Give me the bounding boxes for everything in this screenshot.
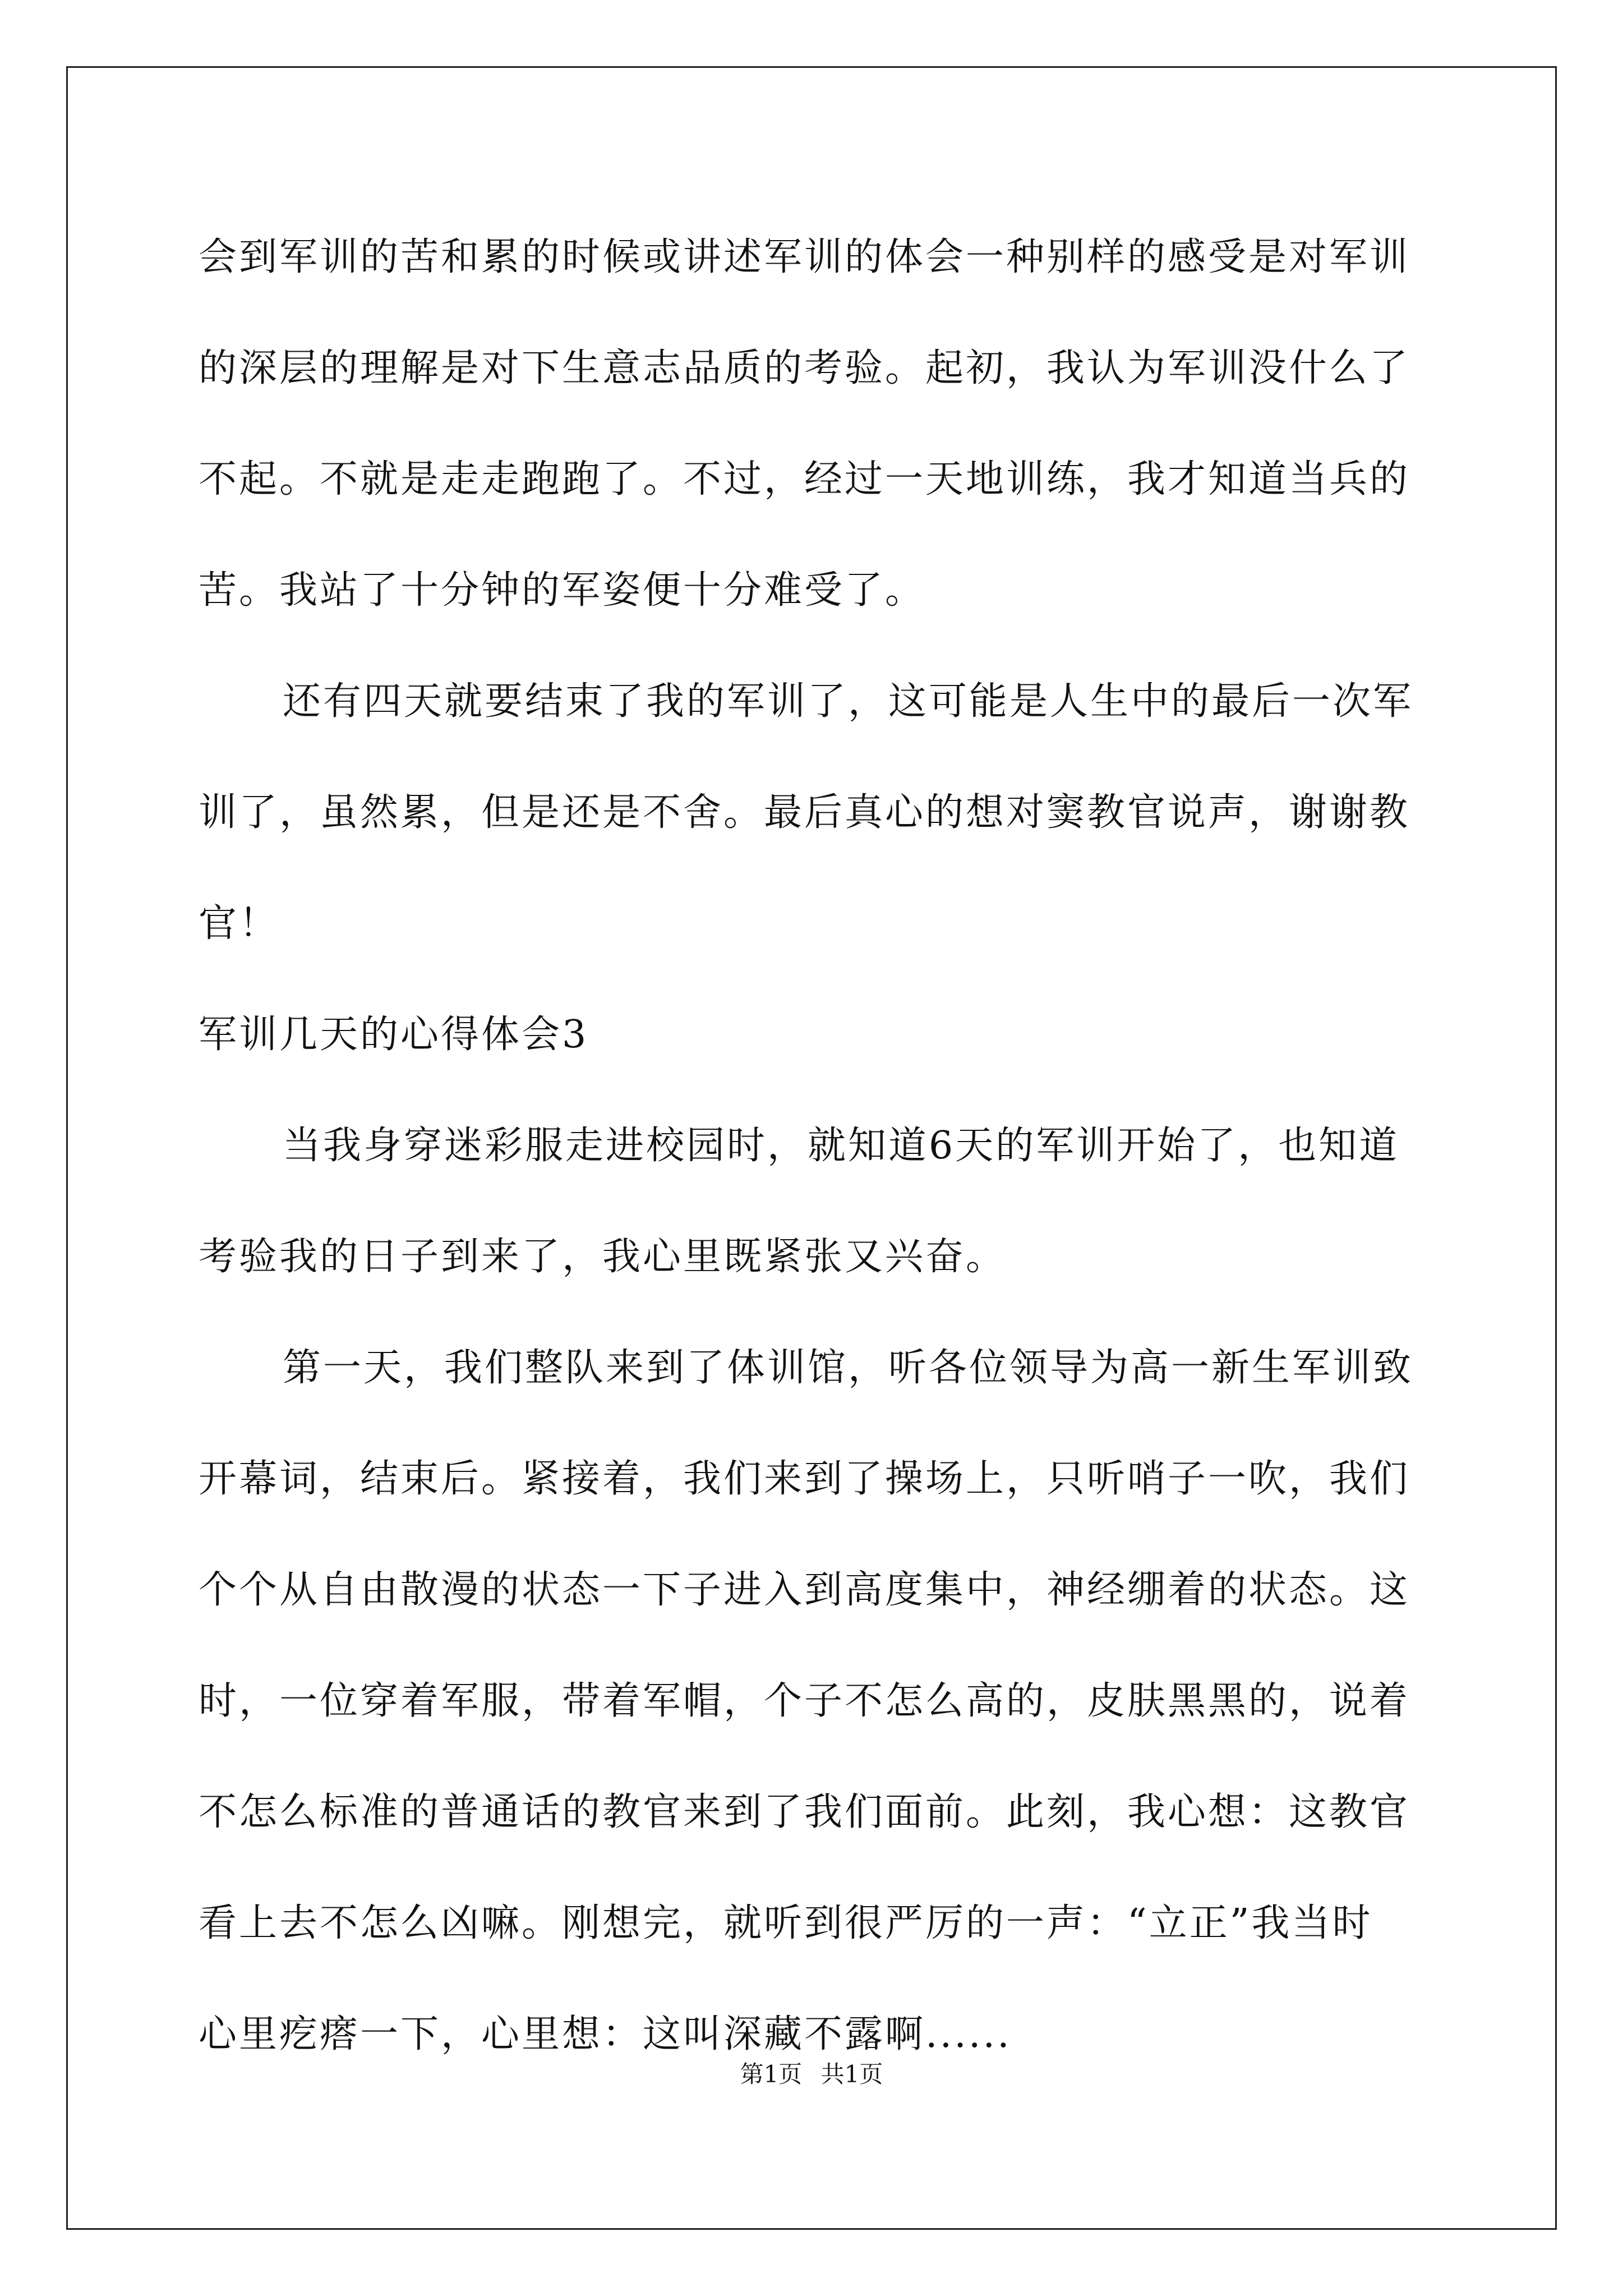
page-footer — [0, 2056, 1623, 2090]
text-line: 考验我的日子到来了，我心里既紧张又兴奋。 — [199, 1235, 1007, 1279]
text-line: 不怎么标准的普通话的教官来到了我们面前。此刻，我心想：这教官 — [199, 1790, 1410, 1834]
text-line: 当我身穿迷彩服走进校园时，就知道6天的军训开始了，也知道 — [283, 1124, 1400, 1168]
text-line: 第一天，我们整队来到了体训馆，听各位领导为高一新生军训致 — [283, 1346, 1414, 1390]
text-line: 还有四天就要结束了我的军训了，这可能是人生中的最后一次军 — [283, 679, 1414, 724]
text-line: 官！ — [199, 901, 280, 946]
text-line: 心里疙瘩一下，心里想：这叫深藏不露啊...... — [199, 2012, 1012, 2056]
text-line: 开幕词，结束后。紧接着，我们来到了操场上，只听哨子一吹，我们 — [199, 1457, 1410, 1501]
text-line: 会到军训的苦和累的时候或讲述军训的体会一种别样的感受是对军训 — [199, 235, 1410, 279]
text-line: 训了，虽然累，但是还是不舍。最后真心的想对窦教官说声，谢谢教 — [199, 790, 1410, 835]
document-body — [199, 202, 1438, 2090]
text-line: 时，一位穿着军服，带着军帽，个子不怎么高的，皮肤黑黑的，说着 — [199, 1679, 1410, 1723]
section-heading: 军训几天的心得体会3 — [199, 1013, 589, 1057]
text-line: 个个从自由散漫的状态一下子进入到高度集中，神经绷着的状态。这 — [199, 1568, 1410, 1612]
text-line: 不起。不就是走走跑跑了。不过，经过一天地训练，我才知道当兵的 — [199, 457, 1410, 501]
text-line: 苦。我站了十分钟的军姿便十分难受了。 — [199, 568, 926, 613]
text-line: 看上去不怎么凶嘛。刚想完，就听到很严厉的一声：“立正”我当时 — [199, 1901, 1373, 1945]
page-total: 共1页 — [820, 2060, 883, 2088]
text-line: 的深层的理解是对下生意志品质的考验。起初，我认为军训没什么了 — [199, 346, 1410, 390]
page-number: 第1页 — [740, 2060, 803, 2088]
